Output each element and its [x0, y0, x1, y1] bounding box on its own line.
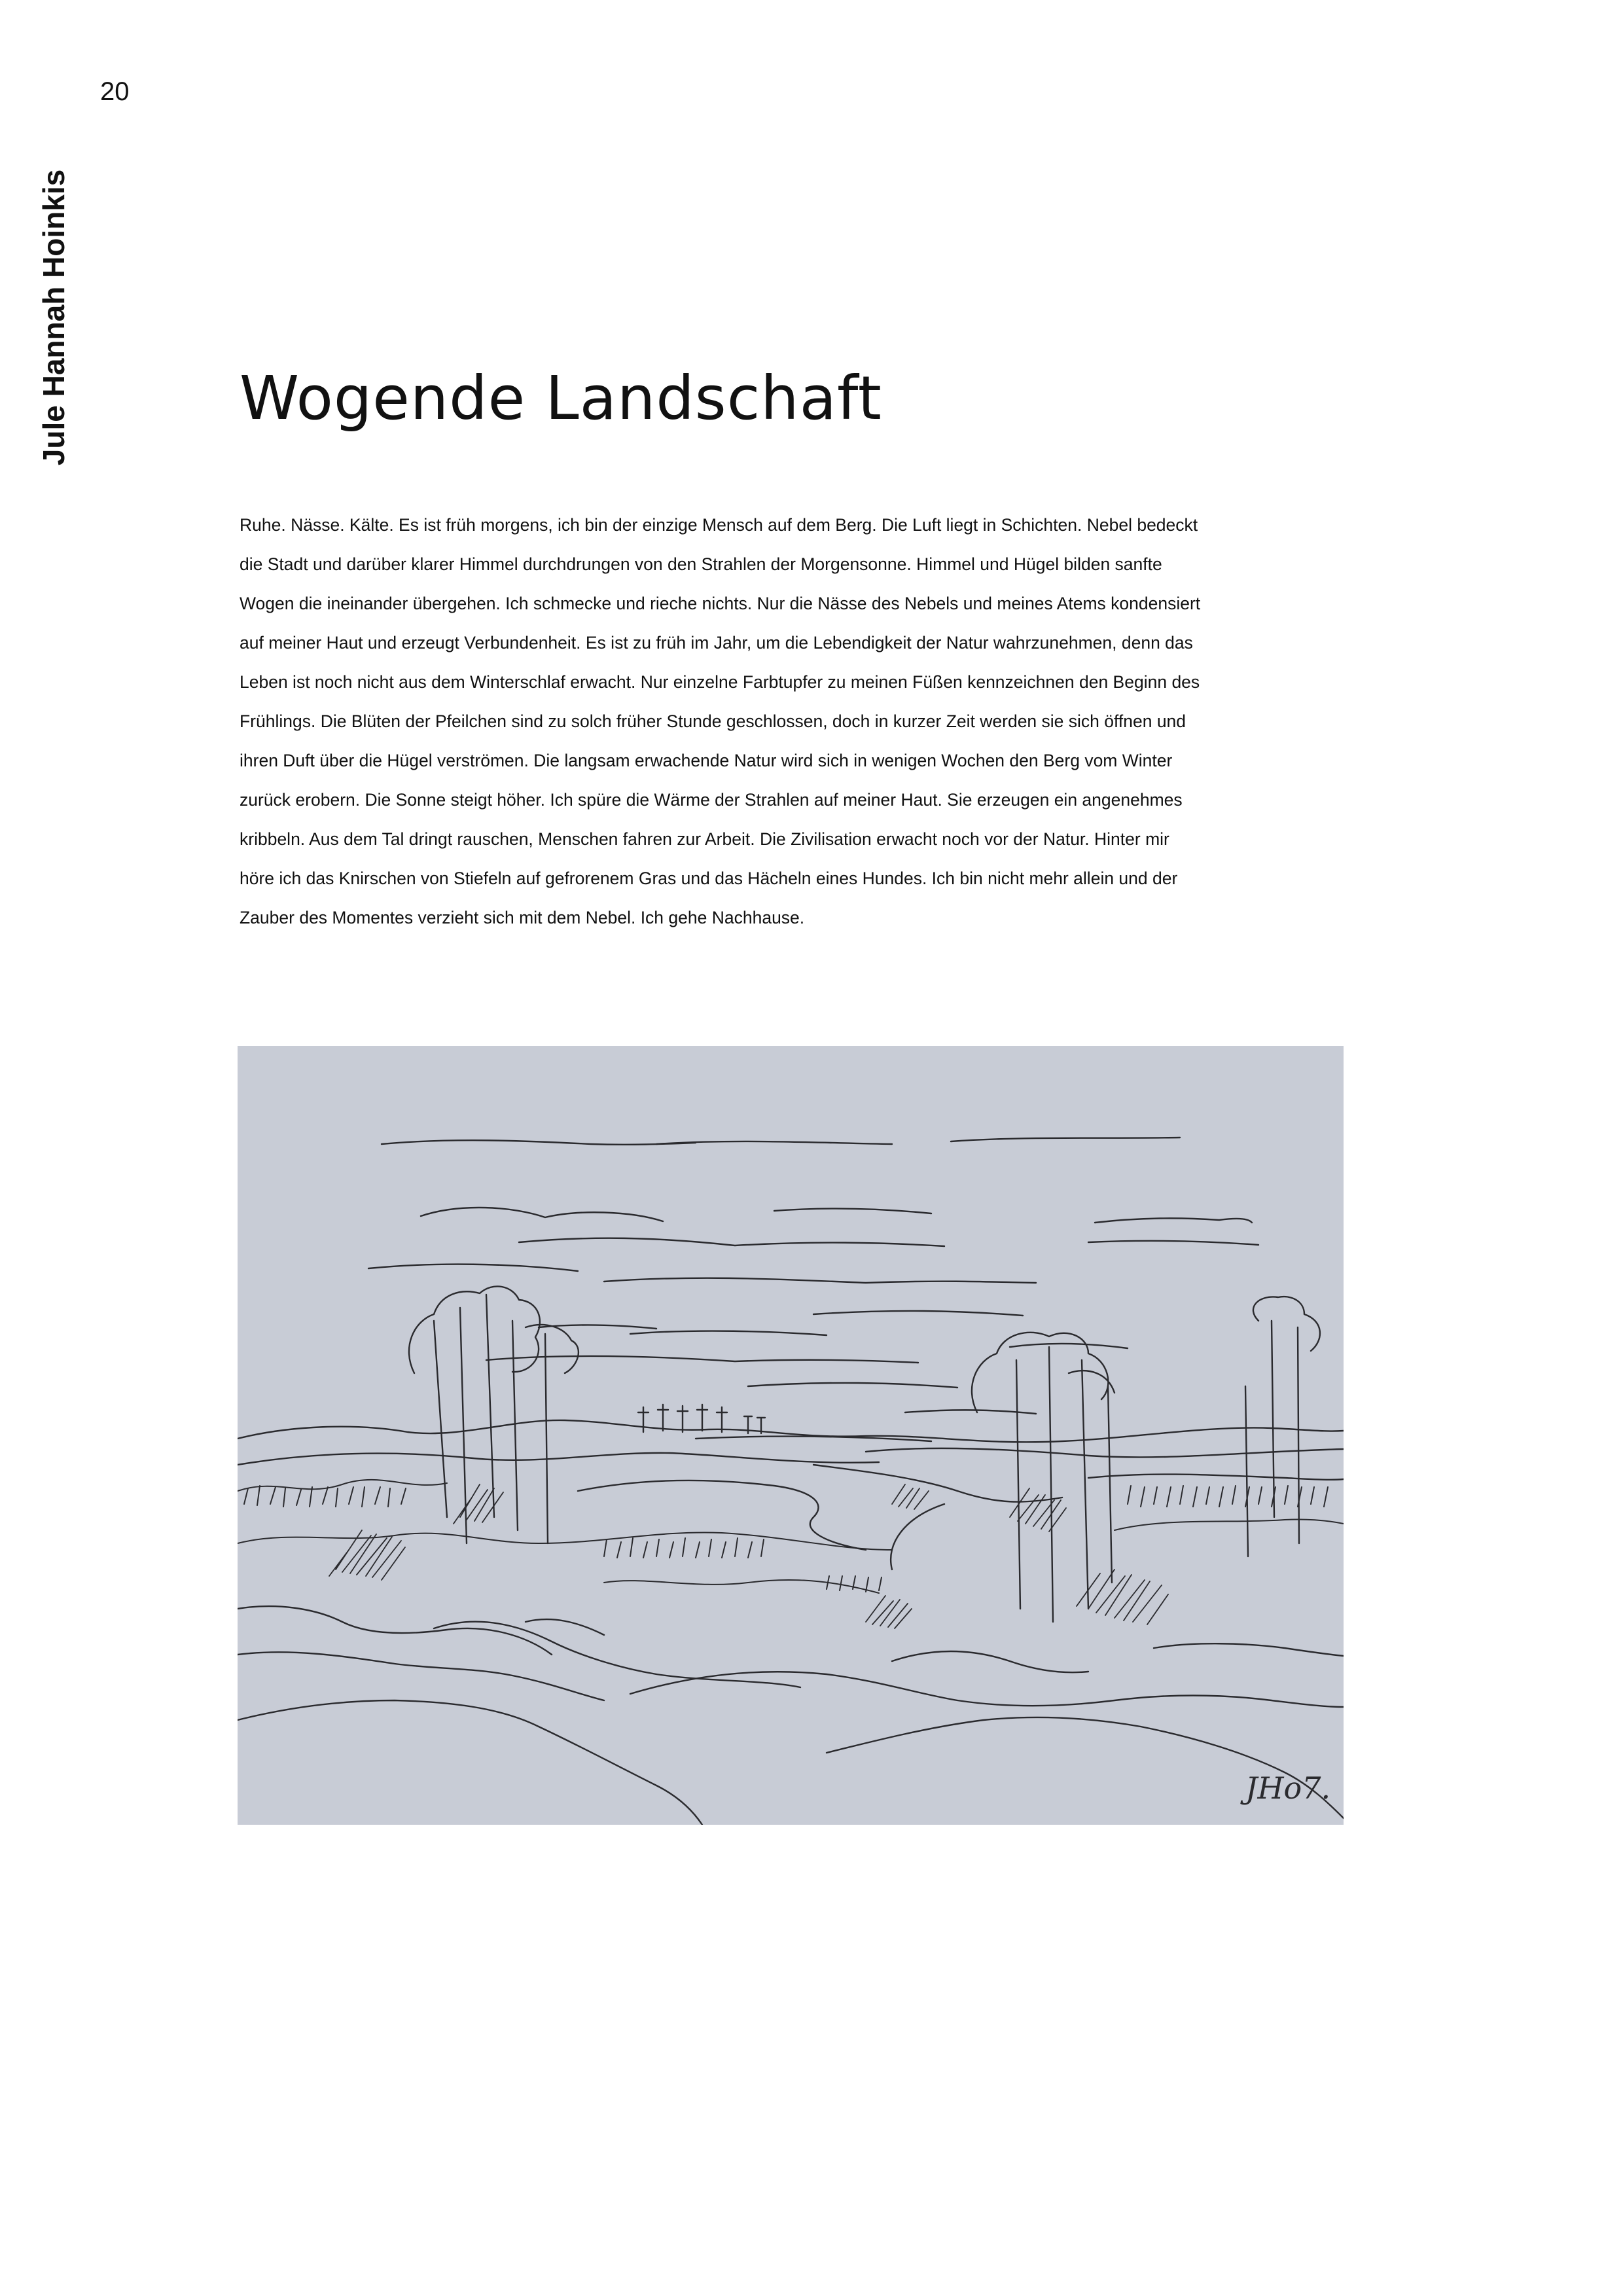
body-line: auf meiner Haut und erzeugt Verbundenheit. Es ist zu früh im Jahr, um die Lebendigkeit der Natur wahrzunehmen, denn das [240, 633, 1193, 653]
body-line: Ruhe. Nässe. Kälte. Es ist früh morgens, ich bin der einzige Mensch auf dem Berg. Die Luft liegt in Schichten. Nebel bedeckt [240, 515, 1198, 535]
landscape-drawing [238, 1046, 1344, 1825]
body-line: Zauber des Momentes verzieht sich mit dem Nebel. Ich gehe Nachhause. [240, 908, 805, 927]
page-title: Wogende Landschaft [240, 363, 882, 433]
body-paragraph [240, 505, 1339, 937]
body-line: ihren Duft über die Hügel verströmen. Die langsam erwachende Natur wird sich in wenigen Wochen den Berg vom Winter [240, 751, 1173, 770]
body-line: die Stadt und darüber klarer Himmel durchdrungen von den Strahlen der Morgensonne. Himmel und Hügel bilden sanfte [240, 554, 1162, 574]
author-name: Jule Hannah Hoinkis [37, 169, 71, 466]
artist-signature: JHo7. [1245, 1770, 1331, 1806]
body-line: kribbeln. Aus dem Tal dringt rauschen, Menschen fahren zur Arbeit. Die Zivilisation erwacht noch vor der Natur. Hinter mir [240, 829, 1169, 849]
body-line: zurück erobern. Die Sonne steigt höher. Ich spüre die Wärme der Strahlen auf meiner Haut. Sie erzeugen ein angenehmes [240, 790, 1183, 810]
landscape-drawing-svg [238, 1046, 1344, 1825]
body-line: Frühlings. Die Blüten der Pfeilchen sind zu solch früher Stunde geschlossen, doch in kurzer Zeit werden sie sich öffnen und [240, 711, 1186, 731]
body-line: höre ich das Knirschen von Stiefeln auf gefrorenem Gras und das Hächeln eines Hundes. Ich bin nicht mehr allein und der [240, 869, 1178, 888]
drawing-paper [238, 1046, 1344, 1825]
page-number: 20 [100, 77, 130, 106]
body-line: Wogen die ineinander übergehen. Ich schmecke und rieche nichts. Nur die Nässe des Nebels und meines Atems kondensiert [240, 594, 1201, 613]
body-line: Leben ist noch nicht aus dem Winterschlaf erwacht. Nur einzelne Farbtupfer zu meinen Füßen kennzeichnen den Beginn des [240, 672, 1200, 692]
author-sidebar [34, 154, 73, 481]
